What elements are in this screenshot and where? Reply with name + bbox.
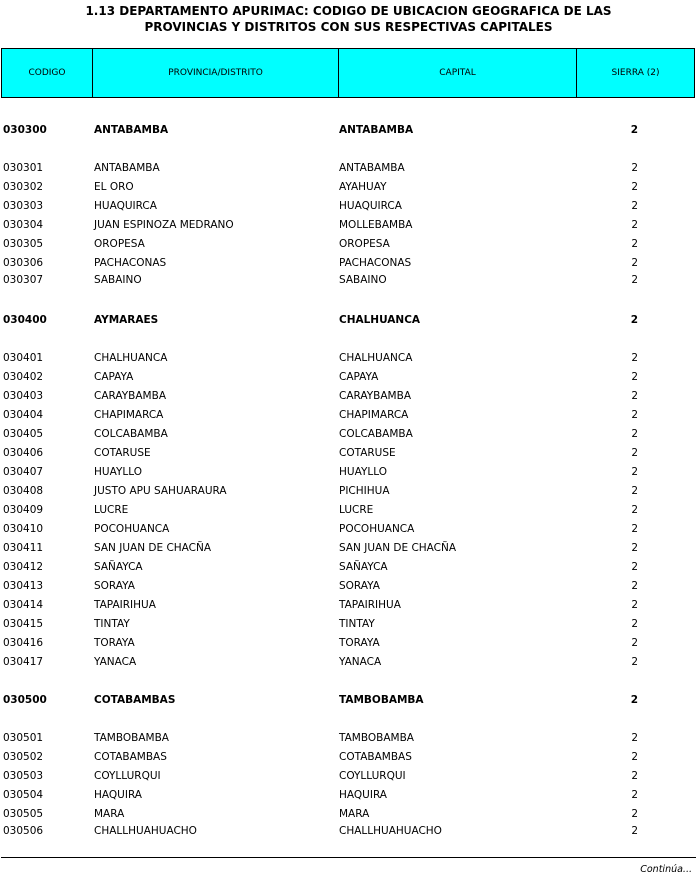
row-code: 030300 — [3, 124, 47, 136]
header-sierra: SIERRA (2) — [611, 68, 660, 78]
row-sierra: 2 — [631, 162, 638, 174]
row-name: TORAYA — [94, 637, 135, 649]
row-sierra: 2 — [631, 770, 638, 782]
row-code: 030405 — [3, 428, 44, 440]
row-name: ANTABAMBA — [94, 124, 169, 136]
row-code: 030414 — [3, 599, 44, 611]
row-capital: HAQUIRA — [339, 789, 387, 801]
header-capital: CAPITAL — [439, 68, 476, 78]
row-name: MARA — [94, 808, 125, 820]
row-sierra: 2 — [631, 599, 638, 611]
row-code: 030502 — [3, 751, 44, 763]
page-title-line1: 1.13 DEPARTAMENTO APURIMAC: CODIGO DE UBICACION GEOGRAFICA DE LAS — [85, 4, 612, 18]
row-code: 030409 — [3, 504, 44, 516]
row-sierra: 2 — [631, 542, 638, 554]
row-sierra: 2 — [631, 409, 638, 421]
row-name: SORAYA — [94, 580, 135, 592]
row-capital: ANTABAMBA — [339, 162, 405, 174]
row-name: CAPAYA — [94, 371, 134, 383]
row-name: CHALHUANCA — [94, 352, 168, 364]
row-name: LUCRE — [94, 504, 129, 516]
row-code: 030416 — [3, 637, 44, 649]
row-capital: HUAYLLO — [339, 466, 387, 478]
row-name: EL ORO — [94, 181, 134, 193]
row-code: 030501 — [3, 732, 44, 744]
row-code: 030415 — [3, 618, 44, 630]
row-capital: CHALHUANCA — [339, 352, 413, 364]
row-capital: ANTABAMBA — [339, 124, 414, 136]
row-sierra: 2 — [631, 504, 638, 516]
row-name: TAPAIRIHUA — [94, 599, 156, 611]
row-sierra: 2 — [631, 808, 638, 820]
page-title-line2: PROVINCIAS Y DISTRITOS CON SUS RESPECTIVAS CAPITALES — [144, 20, 553, 34]
row-code: 030412 — [3, 561, 44, 573]
row-code: 030506 — [3, 825, 44, 837]
row-name: COYLLURQUI — [94, 770, 161, 782]
row-capital: TAMBOBAMBA — [339, 694, 424, 706]
row-code: 030306 — [3, 257, 44, 269]
row-sierra: 2 — [631, 390, 638, 402]
continua-note: Continúa... — [640, 864, 692, 875]
row-name: HAQUIRA — [94, 789, 142, 801]
row-name: OROPESA — [94, 238, 145, 250]
row-capital: CHALLHUAHUACHO — [339, 825, 442, 837]
row-code: 030403 — [3, 390, 44, 402]
row-code: 030401 — [3, 352, 44, 364]
row-capital: SAÑAYCA — [339, 561, 388, 573]
row-sierra: 2 — [631, 352, 638, 364]
row-code: 030410 — [3, 523, 44, 535]
row-capital: CARAYBAMBA — [339, 390, 411, 402]
row-capital: COTABAMBAS — [339, 751, 412, 763]
row-name: COLCABAMBA — [94, 428, 168, 440]
row-capital: CAPAYA — [339, 371, 379, 383]
row-sierra: 2 — [631, 656, 638, 668]
row-name: AYMARAES — [94, 314, 159, 326]
row-code: 030307 — [3, 274, 44, 286]
row-sierra: 2 — [631, 238, 638, 250]
row-code: 030304 — [3, 219, 44, 231]
row-sierra: 2 — [631, 618, 638, 630]
row-sierra: 2 — [631, 561, 638, 573]
row-capital: CHALHUANCA — [339, 314, 421, 326]
table-header — [1, 48, 695, 98]
row-capital: SAN JUAN DE CHACÑA — [339, 542, 457, 554]
row-capital: POCOHUANCA — [339, 523, 415, 535]
row-capital: SABAINO — [339, 274, 387, 286]
row-name: CHALLHUAHUACHO — [94, 825, 197, 837]
row-name: SABAINO — [94, 274, 142, 286]
row-sierra: 2 — [631, 485, 638, 497]
row-code: 030417 — [3, 656, 44, 668]
row-sierra: 2 — [630, 124, 638, 136]
row-sierra: 2 — [630, 314, 638, 326]
row-capital: COTARUSE — [339, 447, 396, 459]
row-sierra: 2 — [631, 825, 638, 837]
row-name: JUAN ESPINOZA MEDRANO — [94, 219, 234, 231]
row-sierra: 2 — [631, 200, 638, 212]
footer-divider — [1, 857, 696, 858]
row-code: 030303 — [3, 200, 44, 212]
row-name: CARAYBAMBA — [94, 390, 166, 402]
header-codigo: CODIGO — [28, 68, 66, 78]
row-sierra: 2 — [631, 447, 638, 459]
row-sierra: 2 — [631, 371, 638, 383]
row-code: 030411 — [3, 542, 44, 554]
row-name: COTABAMBAS — [94, 694, 176, 706]
row-code: 030406 — [3, 447, 44, 459]
row-capital: TAPAIRIHUA — [339, 599, 401, 611]
row-code: 030402 — [3, 371, 44, 383]
row-sierra: 2 — [631, 789, 638, 801]
row-sierra: 2 — [630, 694, 638, 706]
row-sierra: 2 — [631, 466, 638, 478]
row-code: 030404 — [3, 409, 44, 421]
row-capital: TORAYA — [339, 637, 380, 649]
row-name: TAMBOBAMBA — [94, 732, 169, 744]
row-sierra: 2 — [631, 751, 638, 763]
row-sierra: 2 — [631, 523, 638, 535]
row-code: 030407 — [3, 466, 44, 478]
row-capital: MOLLEBAMBA — [339, 219, 413, 231]
row-capital: PACHACONAS — [339, 257, 412, 269]
row-name: COTARUSE — [94, 447, 151, 459]
row-capital: CHAPIMARCA — [339, 409, 409, 421]
row-capital: COYLLURQUI — [339, 770, 406, 782]
row-sierra: 2 — [631, 181, 638, 193]
row-name: PACHACONAS — [94, 257, 167, 269]
row-sierra: 2 — [631, 257, 638, 269]
row-capital: MARA — [339, 808, 370, 820]
row-code: 030301 — [3, 162, 44, 174]
row-sierra: 2 — [631, 219, 638, 231]
row-name: HUAQUIRCA — [94, 200, 157, 212]
row-capital: PICHIHUA — [339, 485, 390, 497]
row-capital: SORAYA — [339, 580, 380, 592]
row-name: CHAPIMARCA — [94, 409, 164, 421]
row-name: JUSTO APU SAHUARAURA — [94, 485, 227, 497]
row-name: ANTABAMBA — [94, 162, 160, 174]
row-code: 030503 — [3, 770, 44, 782]
row-sierra: 2 — [631, 428, 638, 440]
row-capital: TINTAY — [339, 618, 375, 630]
row-sierra: 2 — [631, 732, 638, 744]
row-code: 030413 — [3, 580, 44, 592]
row-name: HUAYLLO — [94, 466, 142, 478]
row-code: 030408 — [3, 485, 44, 497]
row-capital: LUCRE — [339, 504, 374, 516]
row-name: POCOHUANCA — [94, 523, 170, 535]
row-sierra: 2 — [631, 580, 638, 592]
row-capital: AYAHUAY — [339, 181, 387, 193]
row-capital: HUAQUIRCA — [339, 200, 402, 212]
row-capital: YANACA — [339, 656, 382, 668]
row-code: 030505 — [3, 808, 44, 820]
header-provincia-distrito: PROVINCIA/DISTRITO — [168, 68, 263, 78]
row-name: COTABAMBAS — [94, 751, 167, 763]
row-name: YANACA — [94, 656, 137, 668]
row-code: 030302 — [3, 181, 44, 193]
row-name: SAÑAYCA — [94, 561, 143, 573]
row-sierra: 2 — [631, 274, 638, 286]
row-capital: COLCABAMBA — [339, 428, 413, 440]
row-capital: OROPESA — [339, 238, 390, 250]
row-sierra: 2 — [631, 637, 638, 649]
row-capital: TAMBOBAMBA — [339, 732, 414, 744]
row-name: SAN JUAN DE CHACÑA — [94, 542, 212, 554]
row-code: 030400 — [3, 314, 47, 326]
row-name: TINTAY — [94, 618, 130, 630]
row-code: 030504 — [3, 789, 44, 801]
row-code: 030500 — [3, 694, 47, 706]
row-code: 030305 — [3, 238, 44, 250]
